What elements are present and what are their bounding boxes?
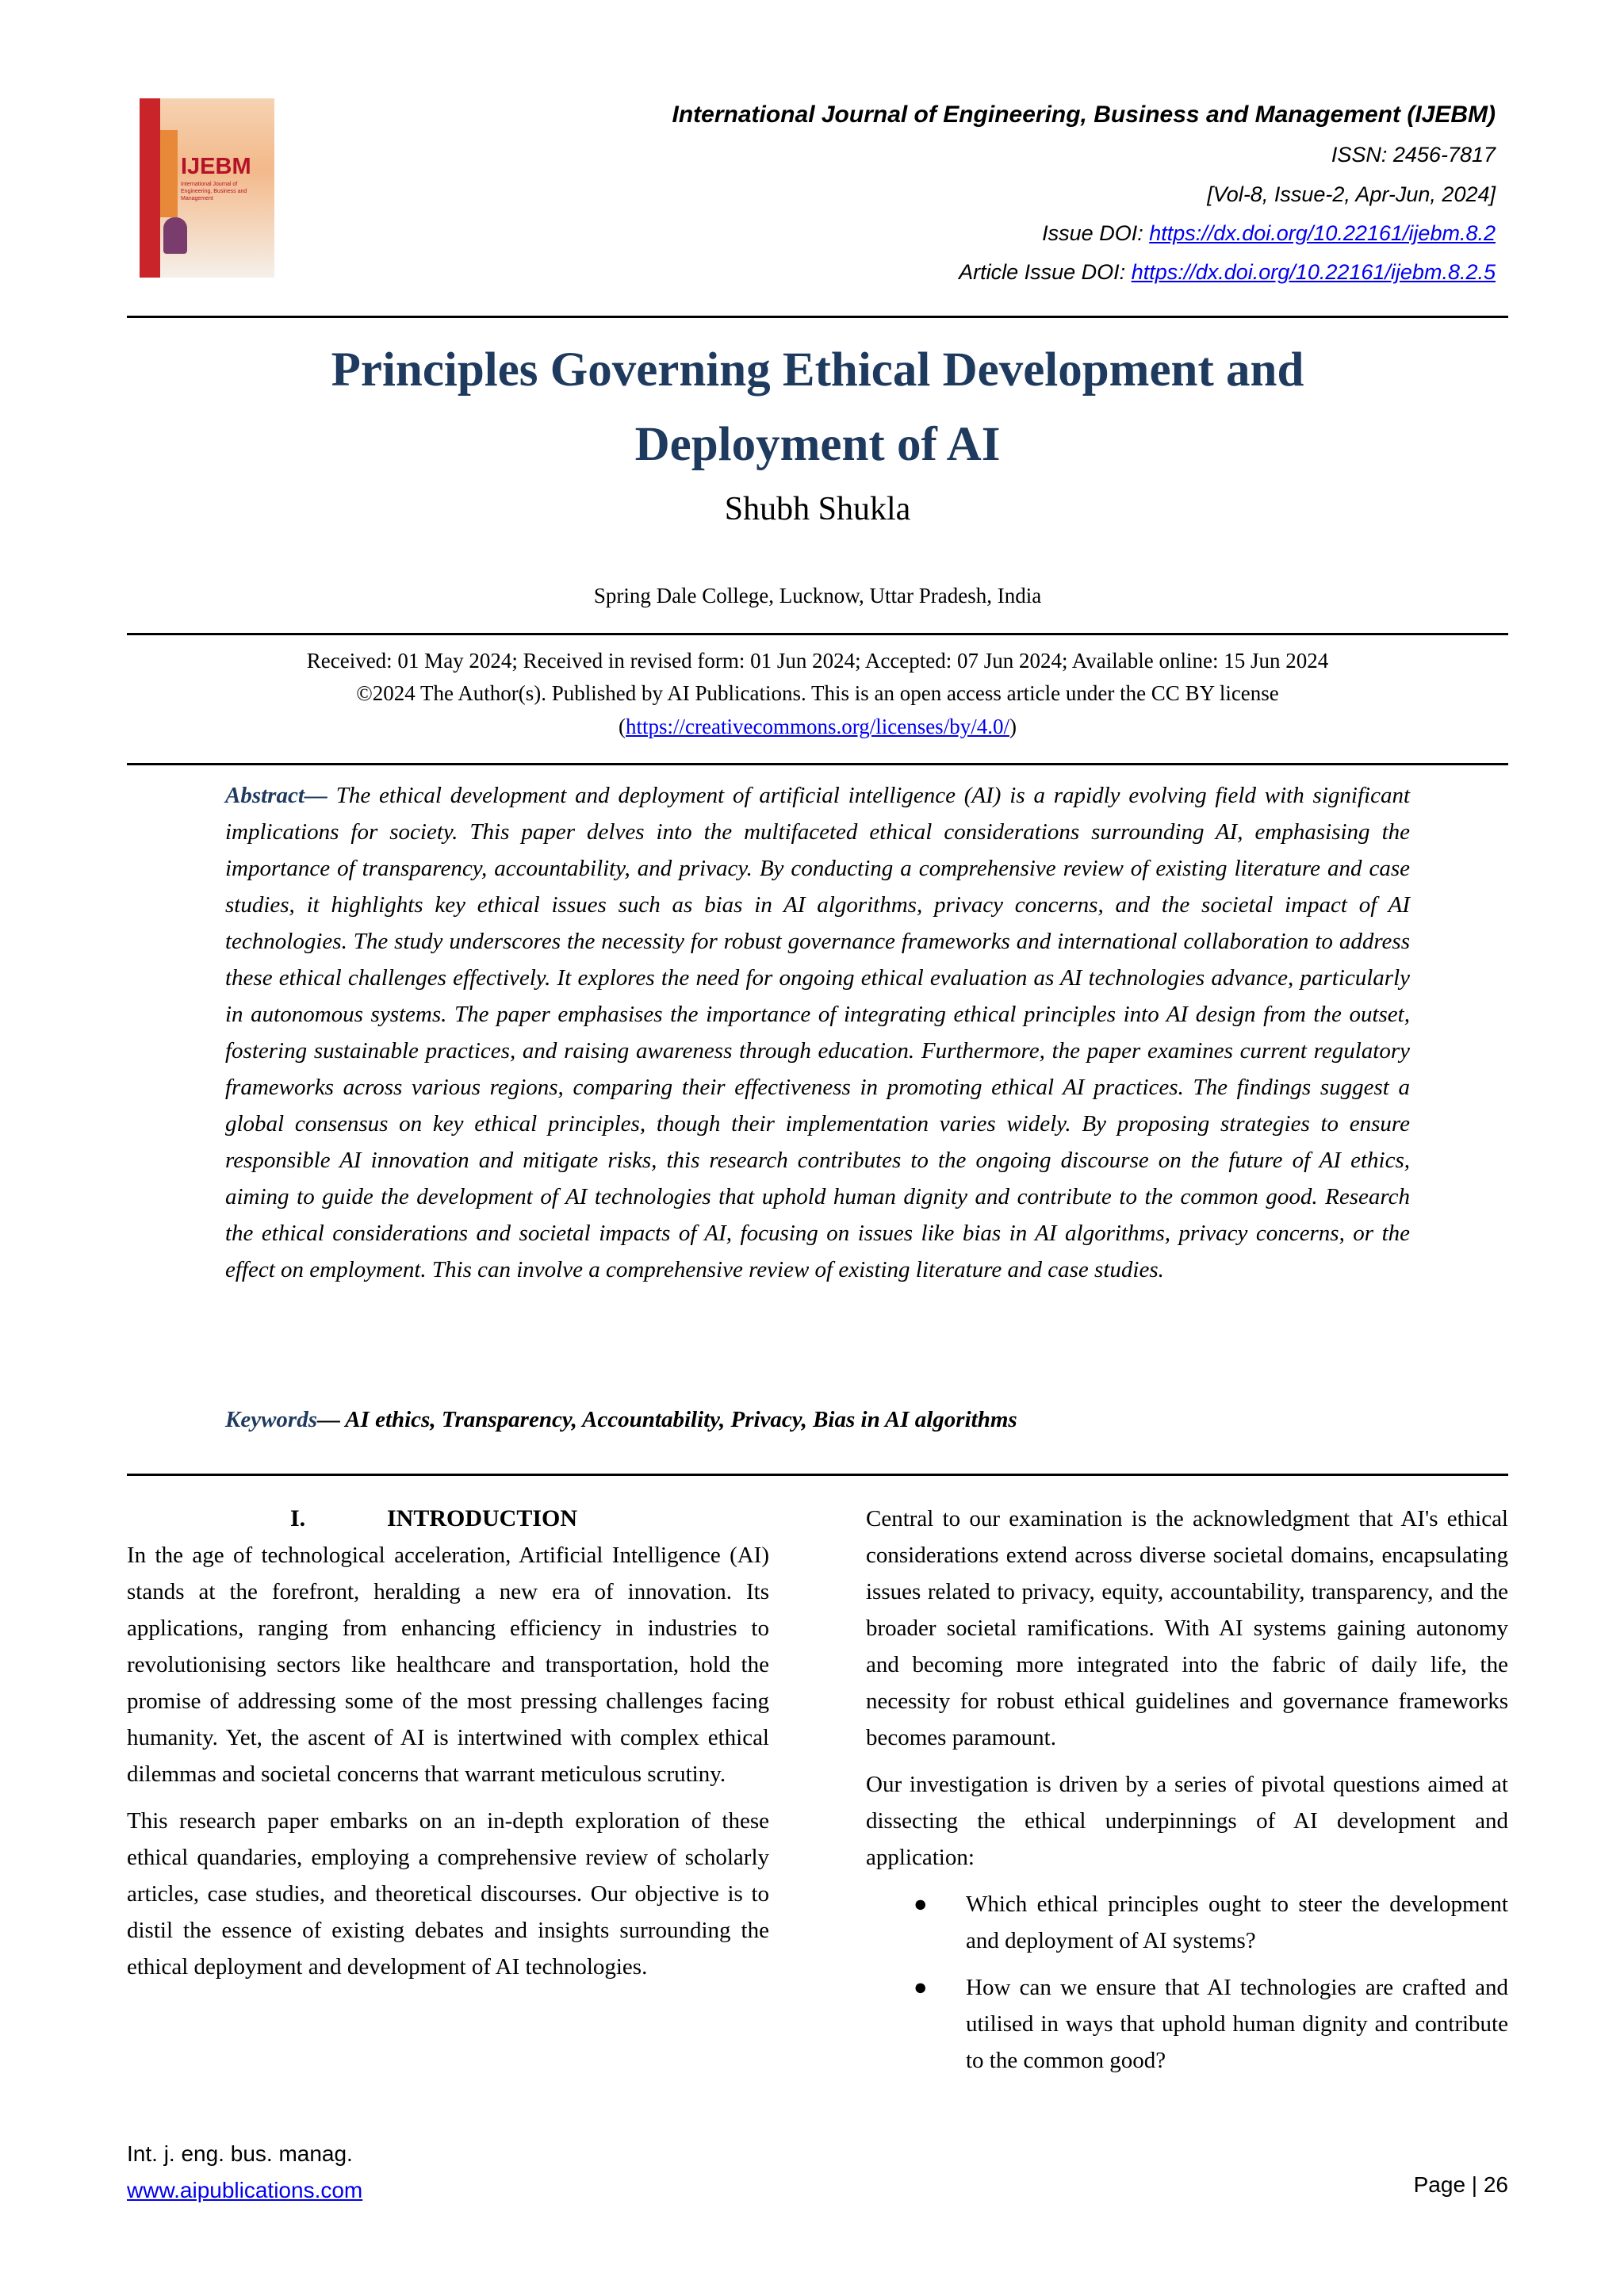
keywords-label: Keywords	[225, 1407, 317, 1432]
abstract-text: The ethical development and deployment of artificial intelligence (AI) is a rapidly evolving field with significant implications for society. This paper delves into the multifaceted ethical considerations surrounding AI, emphasising the importance of transparency, accountability, and privacy. By conducting a comprehensive review of existing literature and case studies, it highlights key ethical issues such as bias in AI algorithms, privacy concerns, and the societal impact of AI technologies. The study underscores the necessity for robust governance frameworks and international collaboration to address these ethical challenges effectively. It explores the need for ongoing ethical evaluation as AI technologies advance, particularly in autonomous systems. The paper emphasises the importance of integrating ethical principles into AI design from the outset, fostering sustainable practices, and raising awareness through education. Furthermore, the paper examines current regulatory frameworks across various regions, comparing their effectiveness in promoting ethical AI practices. The findings suggest a global consensus on key ethical principles, though their implementation varies widely. By proposing strategies to ensure responsible AI innovation and mitigate risks, this research contributes to the ongoing discourse on the future of AI ethics, aiming to guide the development of AI technologies that uphold human dignity and contribute to the common good. Research the ethical considerations and societal impacts of AI, focusing on issues like bias in AI algorithms, privacy concerns, or the effect on employment. This can involve a comprehensive review of existing literature and case studies.	[225, 783, 1410, 1282]
section-heading	[127, 1501, 769, 1537]
research-questions-list	[866, 1886, 1508, 2079]
cover-subtitle: International Journal of Engineering, Business and Management	[181, 182, 247, 201]
author: Shubh Shukla	[724, 491, 911, 527]
journal-name: International Journal of Engineering, Business and Management (IJEBM)	[672, 102, 1496, 128]
cover-brand: IJEBM	[181, 154, 251, 179]
right-column	[866, 1501, 1508, 2089]
intro-paragraph-1: In the age of technological acceleration, Artificial Intelligence (AI) stands at the forefront, heralding a new era of innovation. Its applications, ranging from enhancing efficiency in industries to revolutionising sectors like healthcare and transportation, hold the promise of addressing some of the most pressing challenges facing humanity. Yet, the ascent of AI is intertwined with complex ethical dilemmas and societal concerns that warrant meticulous scrutiny.	[127, 1543, 769, 1787]
article-doi	[959, 260, 1496, 285]
section-title: INTRODUCTION	[387, 1505, 578, 1531]
abstract	[225, 777, 1410, 1288]
list-item	[866, 1886, 1508, 1959]
bullet-icon: ●	[914, 1892, 928, 1917]
journal-abbreviation: Int. j. eng. bus. manag.	[127, 2141, 353, 2166]
volume-issue: [Vol-8, Issue-2, Apr-Jun, 2024]	[1207, 182, 1496, 206]
copyright-notice: ©2024 The Author(s). Published by AI Publications. This is an open access article under the CC BY license	[356, 681, 1279, 705]
keywords-dash: —	[317, 1407, 346, 1432]
license-close: )	[1009, 715, 1017, 738]
journal-cover-image	[140, 98, 274, 278]
article-dates: Received: 01 May 2024; Received in revised form: 01 Jun 2024; Accepted: 07 Jun 2024; Available online: 15 Jun 2024	[306, 649, 1329, 673]
bullet-icon: ●	[914, 1975, 928, 2000]
intro-paragraph-3: Central to our examination is the acknowledgment that AI's ethical considerations extend across diverse societal domains, encapsulating issues related to privacy, equity, accountability, transparency, and the broader societal ramifications. With AI systems gaining autonomy and becoming more integrated into the fabric of daily life, the necessity for robust ethical guidelines and governance frameworks becomes paramount.	[866, 1506, 1508, 1750]
list-item-text: Which ethical principles ought to steer the development and deployment of AI systems?	[966, 1892, 1508, 1953]
intro-paragraph-2: This research paper embarks on an in-depth exploration of these ethical quandaries, employing a comprehensive review of scholarly articles, case studies, and theoretical discourses. Our objective is to distil the essence of existing debates and insights surrounding the ethical deployment and development of AI technologies.	[127, 1808, 769, 1980]
article-doi-label: Article Issue DOI:	[959, 260, 1132, 284]
issue-doi	[1042, 221, 1496, 246]
license-line	[127, 715, 1508, 739]
list-item-text: How can we ensure that AI technologies are crafted and utilised in ways that uphold human dignity and contribute to the common good?	[966, 1975, 1508, 2073]
left-column	[127, 1501, 769, 1995]
title-line-1: Principles Governing Ethical Development and	[331, 343, 1304, 397]
issue-doi-link[interactable]: https://dx.doi.org/10.22161/ijebm.8.2	[1149, 221, 1496, 245]
section-number: I.	[290, 1505, 306, 1531]
paper-title	[127, 333, 1508, 482]
header-rule	[127, 316, 1508, 318]
keywords	[225, 1407, 1410, 1433]
page-number: Page | 26	[1413, 2172, 1508, 2197]
website-link[interactable]: www.aipublications.com	[127, 2178, 363, 2202]
license-open: (	[619, 715, 626, 738]
title-line-2: Deployment of AI	[634, 418, 1001, 471]
license-link[interactable]: https://creativecommons.org/licenses/by/4.0/	[626, 715, 1009, 738]
affiliation-rule	[127, 633, 1508, 635]
intro-paragraph-4: Our investigation is driven by a series of pivotal questions aimed at dissecting the ethical underpinnings of AI development and application:	[866, 1772, 1508, 1870]
issue-doi-label: Issue DOI:	[1042, 221, 1150, 245]
article-doi-link[interactable]: https://dx.doi.org/10.22161/ijebm.8.2.5	[1131, 260, 1496, 284]
keywords-text: AI ethics, Transparency, Accountability, Privacy, Bias in AI algorithms	[345, 1407, 1017, 1432]
abstract-label: Abstract	[225, 783, 304, 808]
footer-left	[127, 2136, 362, 2209]
issn: ISSN: 2456-7817	[1331, 143, 1496, 167]
abstract-top-rule	[127, 763, 1508, 765]
abstract-dash: —	[304, 783, 336, 808]
list-item	[866, 1969, 1508, 2079]
affiliation: Spring Dale College, Lucknow, Uttar Pradesh, India	[593, 584, 1042, 608]
cover-figure-icon	[163, 217, 187, 254]
abstract-bottom-rule	[127, 1474, 1508, 1476]
